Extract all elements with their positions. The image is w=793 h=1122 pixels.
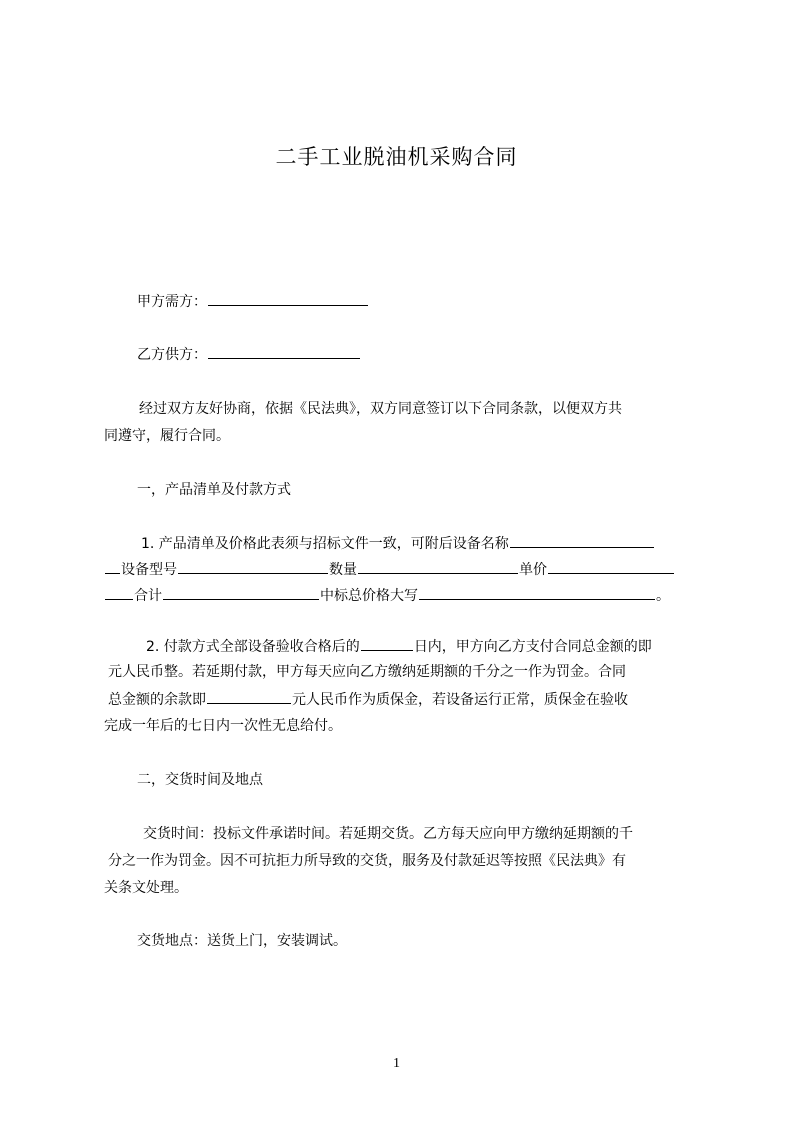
delivery-time-line-3: 关条文处理。 [104,880,188,896]
total-blank[interactable] [163,585,319,600]
clause-1-intro: 1. 产品清单及价格此表须与招标文件一致，可附后设备名称 [141,536,509,552]
clause-2-c: 总金额的余款即 [108,692,206,708]
intro-line-1: 经过双方友好协商，依据《民法典》，双方同意签订以下合同条款，以便双方共 [139,401,622,417]
qty-blank[interactable] [358,559,518,574]
bid-total-blank[interactable] [419,585,655,600]
device-name-blank[interactable] [510,533,654,548]
clause-2-line-1 [146,636,652,657]
delivery-time-line-2: 分之一作为罚金。因不可抗拒力所导致的交货，服务及付款延迟等按照《民法典》有 [108,853,626,869]
price-blank-cont[interactable] [105,585,133,600]
contract-title: 二手工业脱油机采购合同 [275,145,518,169]
model-label: 设备型号 [121,562,177,578]
party-b-label: 乙方供方： [137,347,207,363]
device-name-blank-cont[interactable] [105,559,120,574]
clause-2-d: 元人民币作为质保金，若设备运行正常，质保金在验收 [292,692,628,708]
intro-line-2: 同遵守，履行合同。 [104,428,230,444]
party-a-label: 甲方需方： [137,294,207,310]
model-blank[interactable] [178,559,328,574]
clause-1-line-1 [141,533,655,554]
delivery-time-line-1: 交货时间：投标文件承诺时间。若延期交货。乙方每天应向甲方缴纳延期额的千 [143,826,633,842]
clause-1-line-2 [104,559,675,580]
party-b-line [137,344,361,365]
party-a-line [137,291,369,312]
clause-1-line-3 [104,585,670,606]
page-number: 1 [393,1056,400,1071]
party-b-blank[interactable] [208,344,360,359]
delivery-place: 交货地点：送货上门，安装调试。 [137,933,347,949]
clause-2-line-2: 元人民币整。若延期付款，甲方每天应向乙方缴纳延期额的千分之一作为罚金。合同 [108,664,626,680]
qty-label: 数量 [329,562,357,578]
clause-2-b: 日内，甲方向乙方支付合同总金额的即 [413,639,652,655]
clause-2-a: 2. 付款方式全部设备验收合格后的 [146,639,360,655]
party-a-blank[interactable] [208,291,368,306]
total-label: 合计 [134,588,162,604]
deposit-blank[interactable] [207,689,291,704]
clause-2-line-3 [108,689,628,710]
section-2-heading: 二，交货时间及地点 [137,772,263,788]
price-label: 单价 [519,562,547,578]
clause-1-end: 。 [656,588,670,604]
days-blank[interactable] [361,636,413,651]
price-blank[interactable] [548,559,674,574]
section-1-heading: 一，产品清单及付款方式 [137,482,291,498]
clause-2-line-4: 完成一年后的七日内一次性无息给付。 [104,718,342,734]
bid-total-label: 中标总价格大写 [320,588,418,604]
